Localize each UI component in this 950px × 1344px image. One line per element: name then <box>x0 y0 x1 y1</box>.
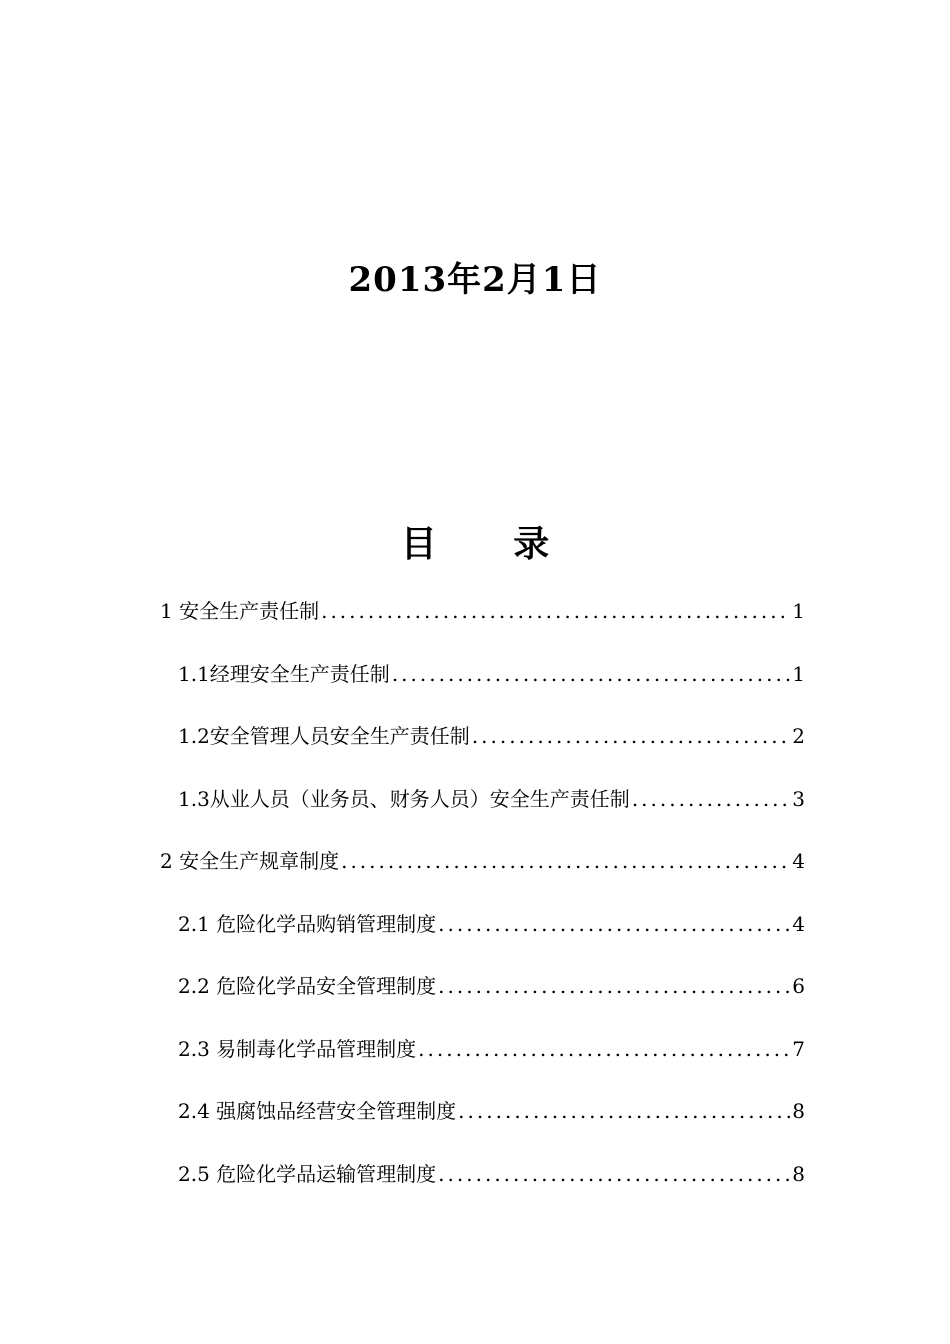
toc-leader-dots <box>392 657 790 691</box>
table-of-contents <box>160 594 805 1219</box>
toc-entry-page: 8 <box>792 1161 805 1186</box>
toc-leader-dots <box>458 1094 790 1128</box>
document-date: 2013年2月1日 <box>348 260 602 300</box>
toc-entry-page: 1 <box>792 661 805 686</box>
toc-entry-2-1[interactable] <box>160 907 805 970</box>
toc-entry-label: 2.1 危险化学品购销管理制度 <box>178 911 437 936</box>
toc-entry-label: 1 安全生产责任制 <box>160 599 320 623</box>
toc-entry-label: 2.4 强腐蚀品经营安全管理制度 <box>178 1099 457 1123</box>
toc-entry-page: 2 <box>792 724 805 748</box>
toc-leader-dots <box>472 719 790 753</box>
toc-entry-page: 4 <box>792 911 805 936</box>
toc-entry-page: 6 <box>792 974 805 998</box>
toc-leader-dots <box>438 969 790 1003</box>
toc-entry-label: 2.5 危险化学品运输管理制度 <box>178 1161 437 1186</box>
toc-entry-2-4[interactable] <box>160 1094 805 1157</box>
toc-leader-dots <box>438 1157 790 1191</box>
toc-entry-page: 8 <box>792 1099 805 1123</box>
toc-entry-1[interactable] <box>160 594 805 657</box>
toc-entry-label: 2.3 易制毒化学品管理制度 <box>178 1036 417 1061</box>
toc-entry-label: 1.3从业人员（业务员、财务人员）安全生产责任制 <box>178 786 630 811</box>
toc-leader-dots <box>438 907 790 941</box>
toc-entry-label: 2.2 危险化学品安全管理制度 <box>178 974 437 998</box>
toc-entry-label: 1.1经理安全生产责任制 <box>178 661 390 686</box>
toc-entry-1-1[interactable] <box>160 657 805 720</box>
toc-entry-1-2[interactable] <box>160 719 805 782</box>
toc-heading: 目 录 <box>400 523 582 565</box>
toc-entry-2[interactable] <box>160 844 805 907</box>
toc-entry-page: 4 <box>792 849 805 873</box>
toc-leader-dots <box>341 844 790 878</box>
toc-entry-2-3[interactable] <box>160 1032 805 1095</box>
toc-entry-1-3[interactable] <box>160 782 805 845</box>
toc-entry-label: 1.2安全管理人员安全生产责任制 <box>178 724 470 748</box>
toc-leader-dots <box>418 1032 790 1066</box>
toc-entry-2-5[interactable] <box>160 1157 805 1220</box>
toc-leader-dots <box>321 594 790 628</box>
toc-entry-page: 7 <box>792 1036 805 1061</box>
toc-entry-label: 2 安全生产规章制度 <box>160 849 340 873</box>
toc-entry-2-2[interactable] <box>160 969 805 1032</box>
toc-leader-dots <box>632 782 790 816</box>
toc-entry-page: 3 <box>792 786 805 811</box>
toc-entry-page: 1 <box>792 599 805 623</box>
